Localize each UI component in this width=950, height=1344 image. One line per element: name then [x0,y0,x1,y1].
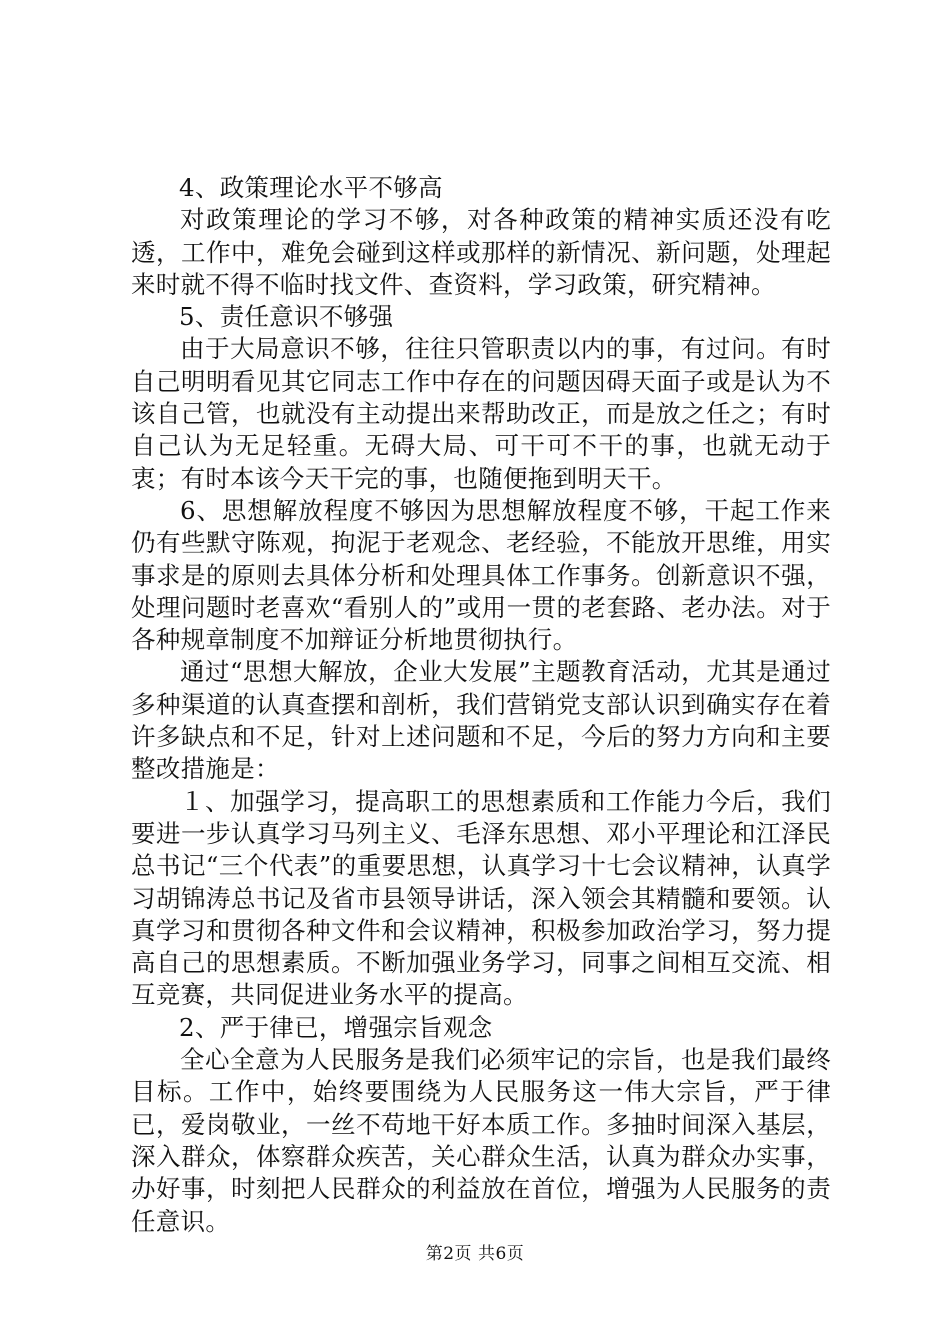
body-paragraph: 通过“思想大解放，企业大发展”主题教育活动，尤其是通过多种渠道的认真查摆和剖析，我们营销党支部认识到确实存在着许多缺点和不足，针对上述问题和不足，今后的努力方向和主要整改措施是： [131,657,831,784]
section-heading: 2、严于律已，增强宗旨观念 [179,1012,493,1042]
body-paragraph: １、加强学习，提高职工的思想素质和工作能力今后，我们要进一步认真学习马列主义、毛泽东思想、邓小平理论和江泽民总书记“三个代表”的重要思想，认真学习十七会议精神，认真学习胡锦涛总书记及省市县领导讲话，深入领会其精髓和要领。认真学习和贯彻各种文件和会议精神，积极参加政治学习，努力提高自己的思想素质。不断加强业务学习，同事之间相互交流、相互竞赛，共同促进业务水平的提高。 [131,786,831,1010]
page-number-footer: 第2页 共6页 [425,1244,525,1264]
body-paragraph: 6、思想解放程度不够因为思想解放程度不够，干起工作来仍有些默守陈观，拘泥于老观念、老经验，不能放开思维，用实事求是的原则去具体分析和处理具体工作事务。创新意识不强，处理问题时老喜欢“看别人的”或用一贯的老套路、老办法。对于各种规章制度不加辩证分析地贯彻执行。 [131,495,831,655]
body-paragraph: 全心全意为人民服务是我们必须牢记的宗旨，也是我们最终目标。工作中，始终要围绕为人民服务这一伟大宗旨，严于律已，爱岗敬业，一丝不苟地干好本质工作。多抽时间深入基层，深入群众，体察群众疾苦，关心群众生活，认真为群众办实事，办好事，时刻把人民群众的利益放在首位，增强为人民服务的责任意识。 [131,1045,831,1236]
document-body [131,172,831,1238]
body-paragraph: 对政策理论的学习不够，对各种政策的精神实质还没有吃透，工作中，难免会碰到这样或那样的新情况、新问题，处理起来时就不得不临时找文件、查资料，学习政策，研究精神。 [131,205,831,299]
section-heading: 4、政策理论水平不够高 [179,173,443,202]
section-heading: 5、责任意识不够强 [179,302,394,332]
body-paragraph: 由于大局意识不够，往往只管职责以内的事，有过问。有时自己明明看见其它同志工作中存在的问题因碍天面子或是认为不该自己管，也就没有主动提出来帮助改正，而是放之任之；有时自己认为无足轻重。无碍大局、可干可不干的事，也就无动于衷；有时本该今天干完的事，也随便拖到明天干。 [131,334,831,493]
